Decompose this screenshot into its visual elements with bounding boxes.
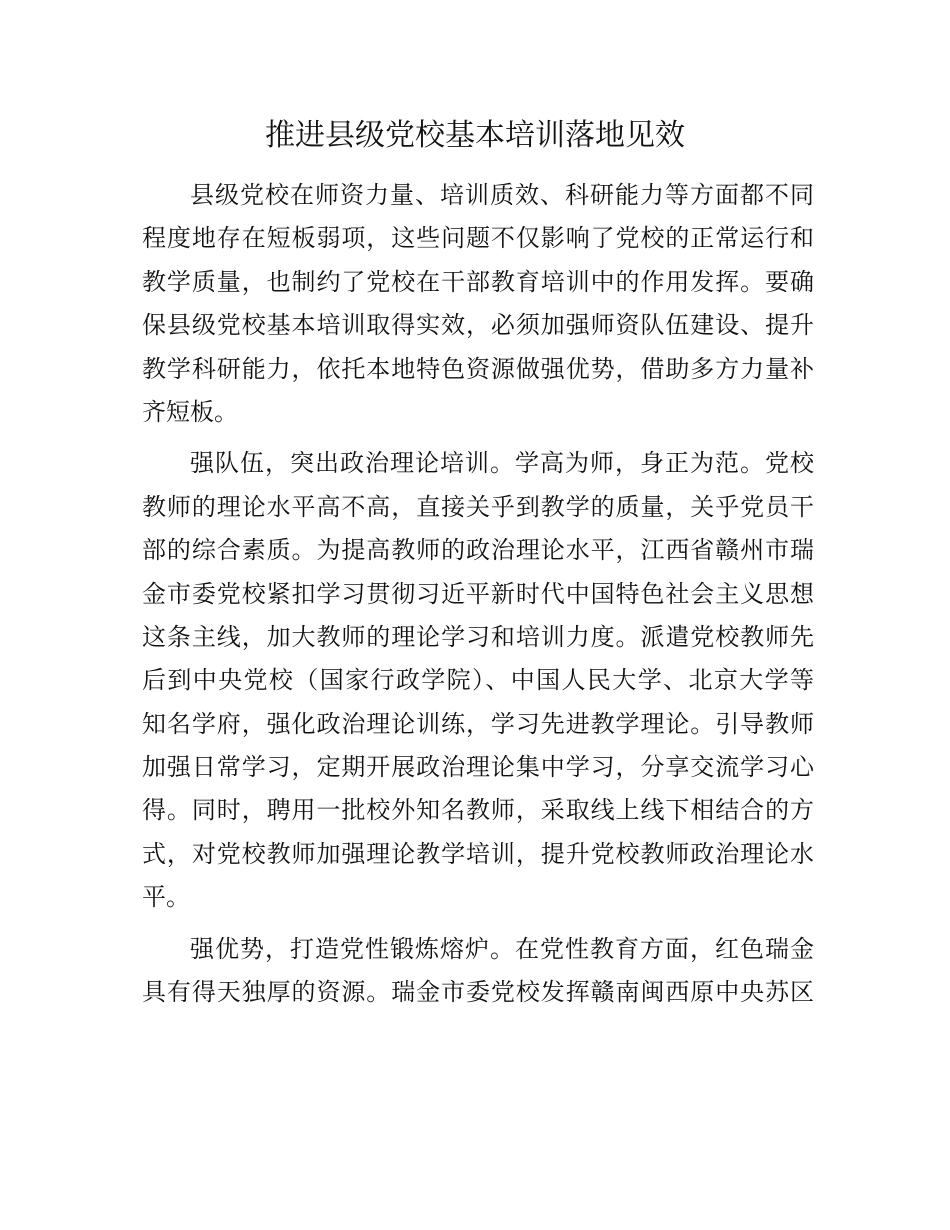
text-line: 强优势，打造党性锻炼熔炉。在党性教育方面，红色瑞金 <box>190 934 814 963</box>
text-line: 加强日常学习，定期开展政治理论集中学习，分享交流学习心 <box>142 753 814 782</box>
document-body <box>142 174 814 1022</box>
document-title: 推进县级党校基本培训落地见效 <box>265 118 685 153</box>
text-line: 金市委党校紧扣学习贯彻习近平新时代中国特色社会主义思想 <box>142 579 814 608</box>
paragraph-advantage <box>142 928 814 1015</box>
text-line: 这条主线，加大教师的理论学习和培训力度。派遣党校教师先 <box>142 622 814 651</box>
text-line: 得。同时，聘用一批校外知名教师，采取线上线下相结合的方 <box>142 796 814 825</box>
text-line: 教学质量，也制约了党校在干部教育培训中的作用发挥。要确 <box>142 267 814 296</box>
text-line: 县级党校在师资力量、培训质效、科研能力等方面都不同 <box>190 181 814 209</box>
text-line: 部的综合素质。为提高教师的政治理论水平，江西省赣州市瑞 <box>142 536 814 565</box>
text-line: 后到中央党校（国家行政学院）、中国人民大学、北京大学等 <box>142 666 814 695</box>
text-line: 知名学府，强化政治理论训练，学习先进教学理论。引导教师 <box>142 709 814 738</box>
text-line: 教师的理论水平高不高，直接关乎到教学的质量，关乎党员干 <box>142 492 814 521</box>
paragraph-intro <box>142 174 814 434</box>
text-line: 齐短板。 <box>142 397 238 426</box>
text-line: 强队伍，突出政治理论培训。学高为师，身正为范。党校 <box>190 449 814 478</box>
text-line: 保县级党校基本培训取得实效，必须加强师资队伍建设、提升 <box>142 311 814 340</box>
text-line: 平。 <box>142 883 190 912</box>
text-line: 具有得天独厚的资源。瑞金市委党校发挥赣南闽西原中央苏区 <box>142 978 814 1007</box>
text-line: 式，对党校教师加强理论教学培训，提升党校教师政治理论水 <box>142 839 814 868</box>
text-line: 教学科研能力，依托本地特色资源做强优势，借助多方力量补 <box>142 354 814 383</box>
paragraph-team <box>142 442 814 919</box>
text-line: 程度地存在短板弱项，这些问题不仅影响了党校的正常运行和 <box>142 224 814 253</box>
